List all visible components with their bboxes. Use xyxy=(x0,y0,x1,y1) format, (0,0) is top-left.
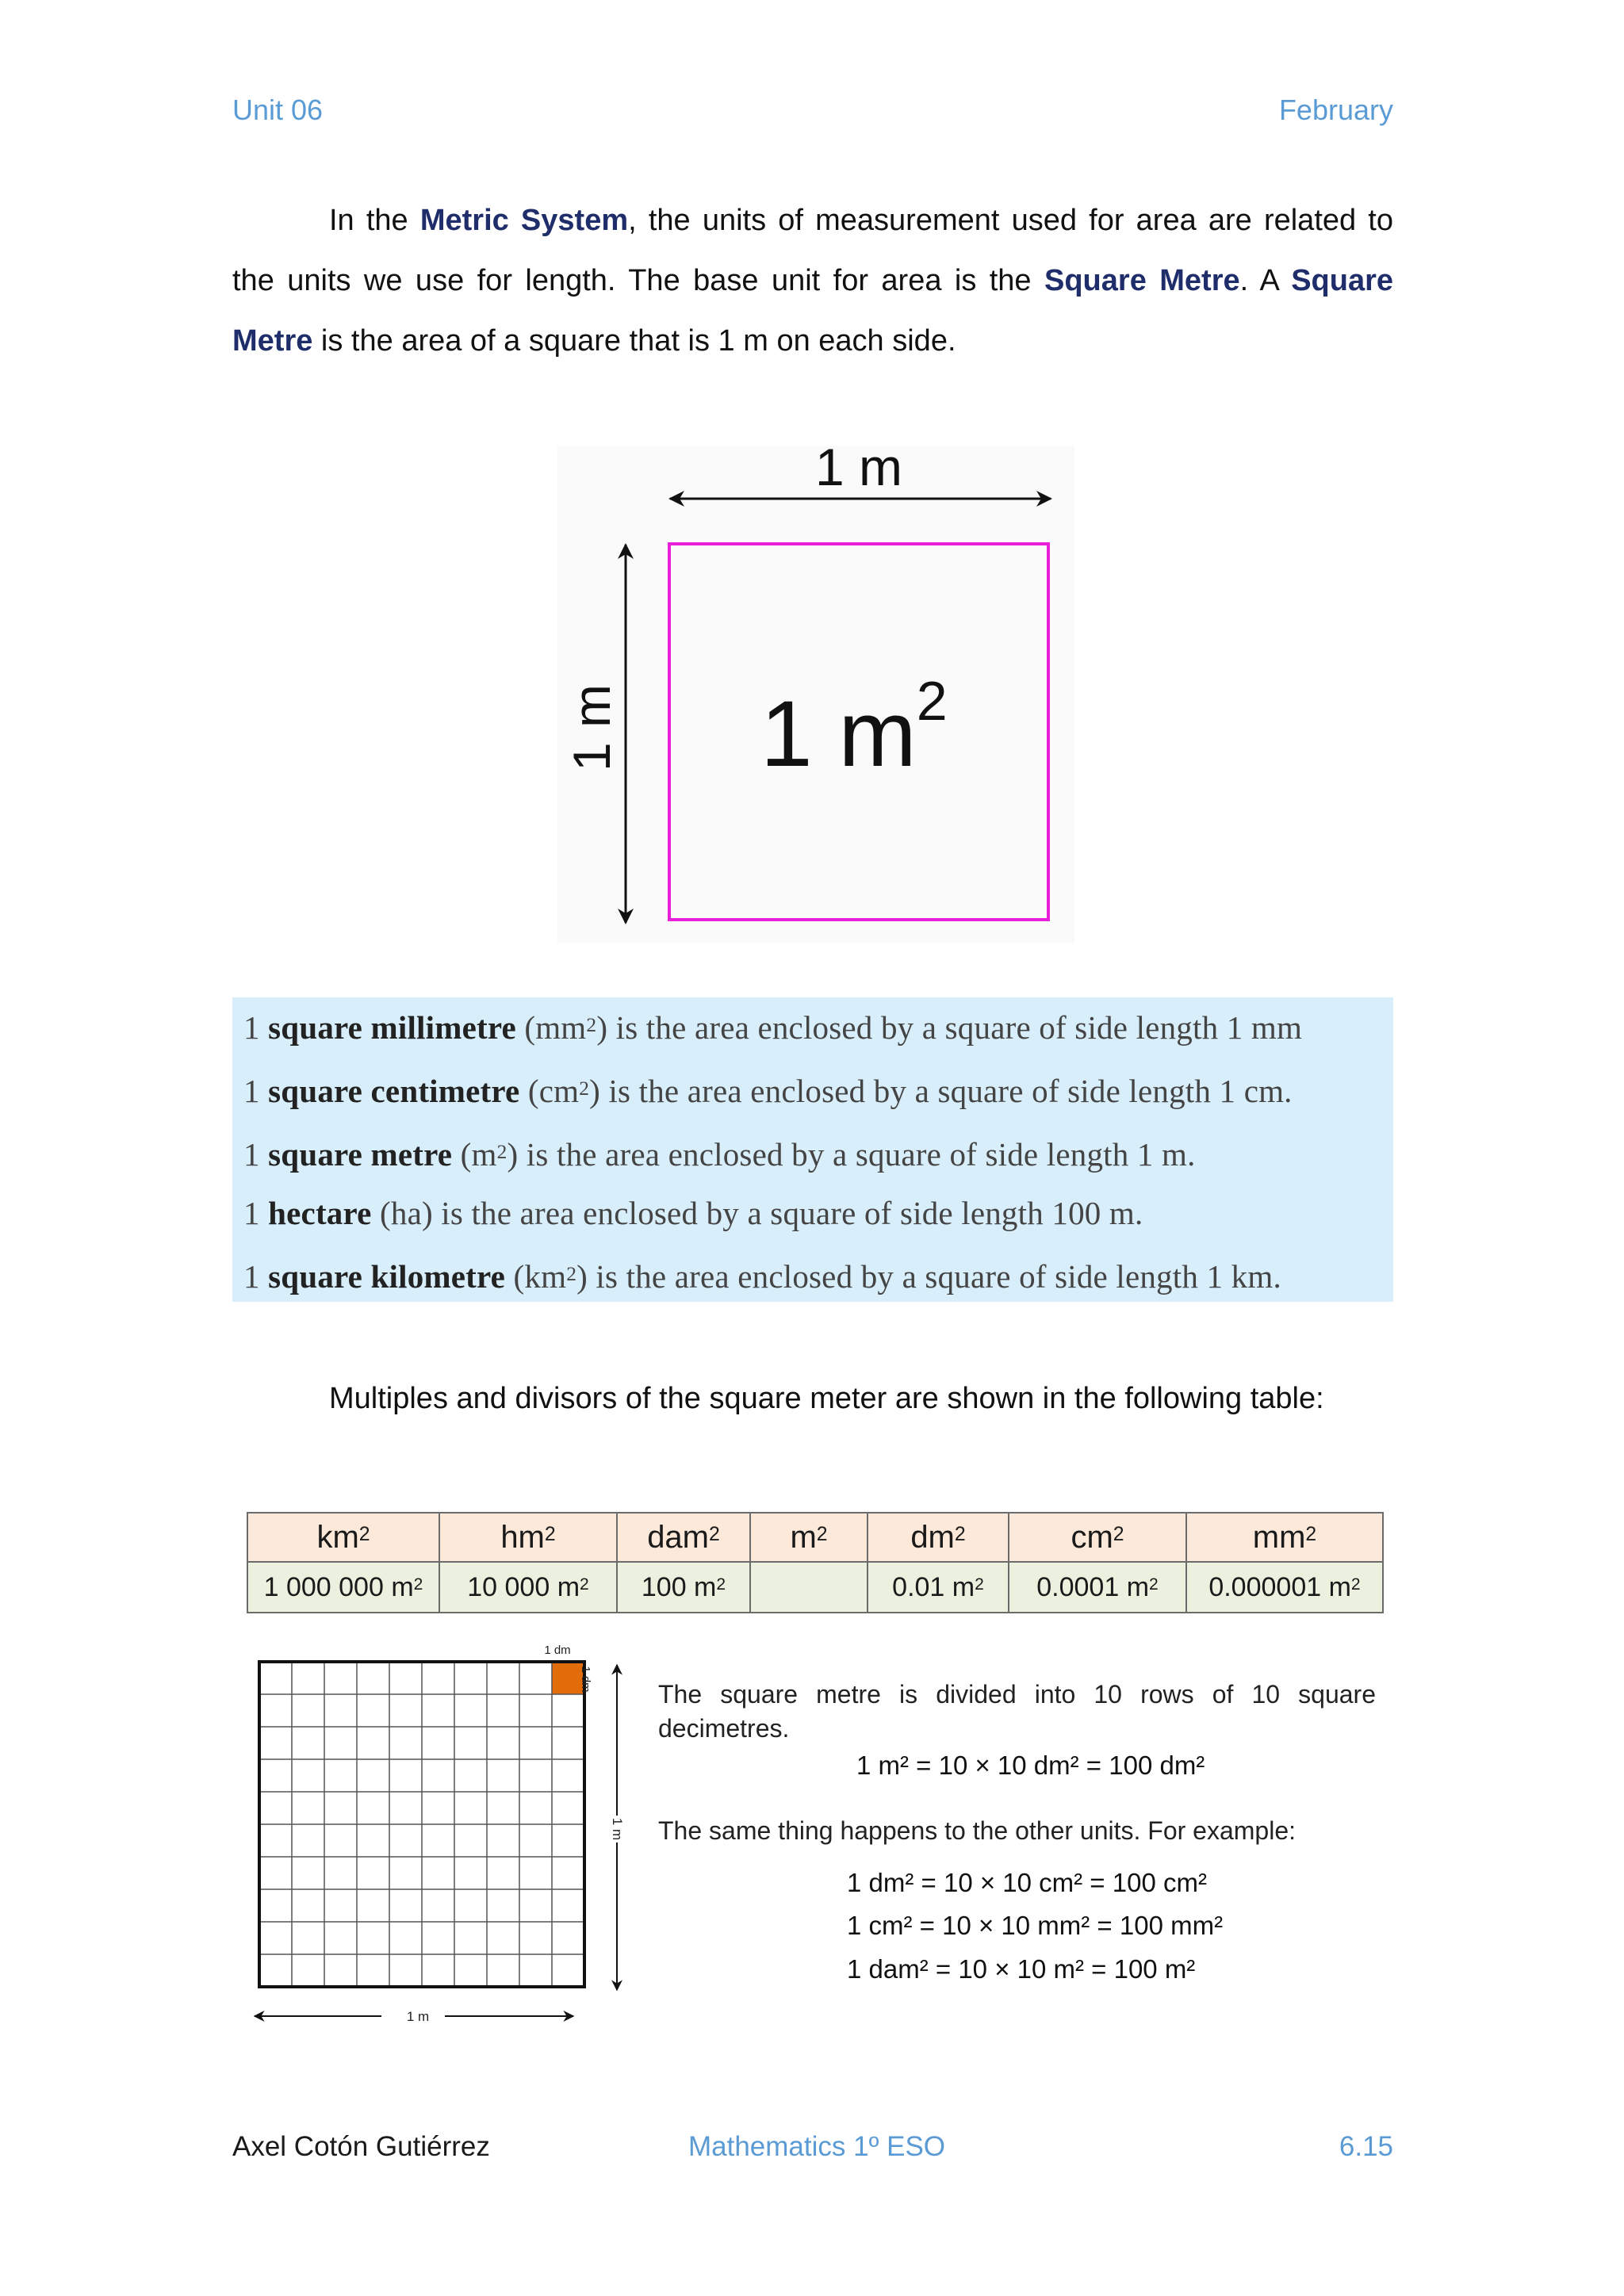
header-month: February xyxy=(1278,94,1393,126)
value-cell-cm2: 0.0001 $m^2$ xyxy=(1009,1562,1186,1613)
definition-square-metre: 1 square metre $(m^2)$ is the area enclosed by a square of side length 1 m. xyxy=(243,1136,1196,1173)
square-metre-svg xyxy=(557,446,1074,943)
equation-square-decimetre: 1 dm² = 10 × 10 cm² = 100 cm² xyxy=(847,1868,1207,1897)
area-label: 1 $m^2$ xyxy=(760,670,948,786)
area-definitions-box xyxy=(232,997,1393,1302)
table-header-row xyxy=(247,1513,1383,1562)
value-cell-m2 xyxy=(750,1562,868,1613)
value-cell-dam2: 100 $m^2$ xyxy=(617,1562,750,1613)
area-units-table xyxy=(247,1512,1384,1613)
m-bottom-label: 1 m xyxy=(406,2009,430,2024)
definition-square-millimetre: 1 square millimetre $(mm^2)$ is the area enclosed by a square of side length 1 mm xyxy=(243,1009,1303,1046)
equation-square-metre: 1 m² = 10 × 10 dm² = 100 dm² xyxy=(856,1751,1205,1780)
header-unit: Unit 06 xyxy=(232,94,324,126)
definition-hectare: 1 hectare (ha) is the area enclosed by a square of side length 100 m. xyxy=(243,1195,1143,1231)
multiples-intro-text: Multiples and divisors of the square meter are shown in the following table: xyxy=(329,1382,1324,1415)
value-cell-hm2: 10 000 $m^2$ xyxy=(439,1562,617,1613)
header-cell-cm2: $cm^2$ xyxy=(1009,1513,1186,1562)
keyword-metric-system: Metric System xyxy=(419,204,629,237)
definition-square-kilometre: 1 square kilometre $(km^2)$ is the area enclosed by a square of side length 1 km. xyxy=(243,1258,1281,1295)
decimetre-grid-figure xyxy=(247,1643,643,2043)
intro-paragraph xyxy=(232,190,1393,371)
footer-author: Axel Cotón Gutiérrez xyxy=(232,2131,490,2162)
table-value-row xyxy=(247,1562,1383,1613)
footer-page-number: 6.15 xyxy=(1339,2131,1393,2162)
dm-top-label: 1 dm xyxy=(544,1644,571,1657)
side-length-label: 1 m xyxy=(562,683,621,772)
intro-text: , the units of measurement used for area are related to the units we use for length. The base unit for area is the xyxy=(232,204,1393,297)
decimetre-grid-svg xyxy=(247,1643,643,2039)
dm-side-label: 1 dm xyxy=(579,1666,592,1693)
keyword-square-metre: Square Metre xyxy=(232,264,1394,358)
explanation-paragraph-2: The same thing happens to the other units. For example: xyxy=(658,1816,1297,1845)
header-cell-dm2: $dm^2$ xyxy=(868,1513,1009,1562)
value-cell-mm2: 0.000001 $m^2$ xyxy=(1186,1562,1383,1613)
header-cell-m2: $m^2$ xyxy=(750,1513,868,1562)
multiples-intro xyxy=(232,1382,1324,1416)
keyword-square-metre: Square Metre xyxy=(1044,264,1240,297)
value-cell-km2: 1 000 000 $m^2$ xyxy=(247,1562,439,1613)
definition-square-centimetre: 1 square centimetre $(cm^2)$ is the area enclosed by a square of side length 1 cm. xyxy=(243,1073,1293,1109)
equation-square-centimetre: 1 cm² = 10 × 10 mm² = 100 mm² xyxy=(847,1911,1224,1940)
explanation-paragraph-1: The square metre is divided into 10 rows of 10 square decimetres. xyxy=(658,1680,1376,1743)
square-metre-diagram xyxy=(557,446,1074,943)
header-cell-hm2: $hm^2$ xyxy=(439,1513,617,1562)
value-cell-dm2: 0.01 $m^2$ xyxy=(868,1562,1009,1613)
equation-square-decametre: 1 dam² = 10 × 10 m² = 100 m² xyxy=(847,1954,1196,1984)
header-cell-km2: $km^2$ xyxy=(247,1513,439,1562)
footer-subject: Mathematics 1º ESO xyxy=(688,2131,946,2162)
header-cell-mm2: $mm^2$ xyxy=(1186,1513,1383,1562)
header-cell-dam2: dam$^2$ xyxy=(617,1513,750,1562)
intro-text: In the xyxy=(329,204,420,237)
intro-text: . A xyxy=(1239,264,1292,297)
top-length-label: 1 m xyxy=(814,446,903,496)
m-side-label: 1 m xyxy=(610,1817,625,1841)
ten-by-ten-grid xyxy=(259,1662,584,1987)
intro-text: is the area of a square that is 1 m on each side. xyxy=(312,324,956,358)
